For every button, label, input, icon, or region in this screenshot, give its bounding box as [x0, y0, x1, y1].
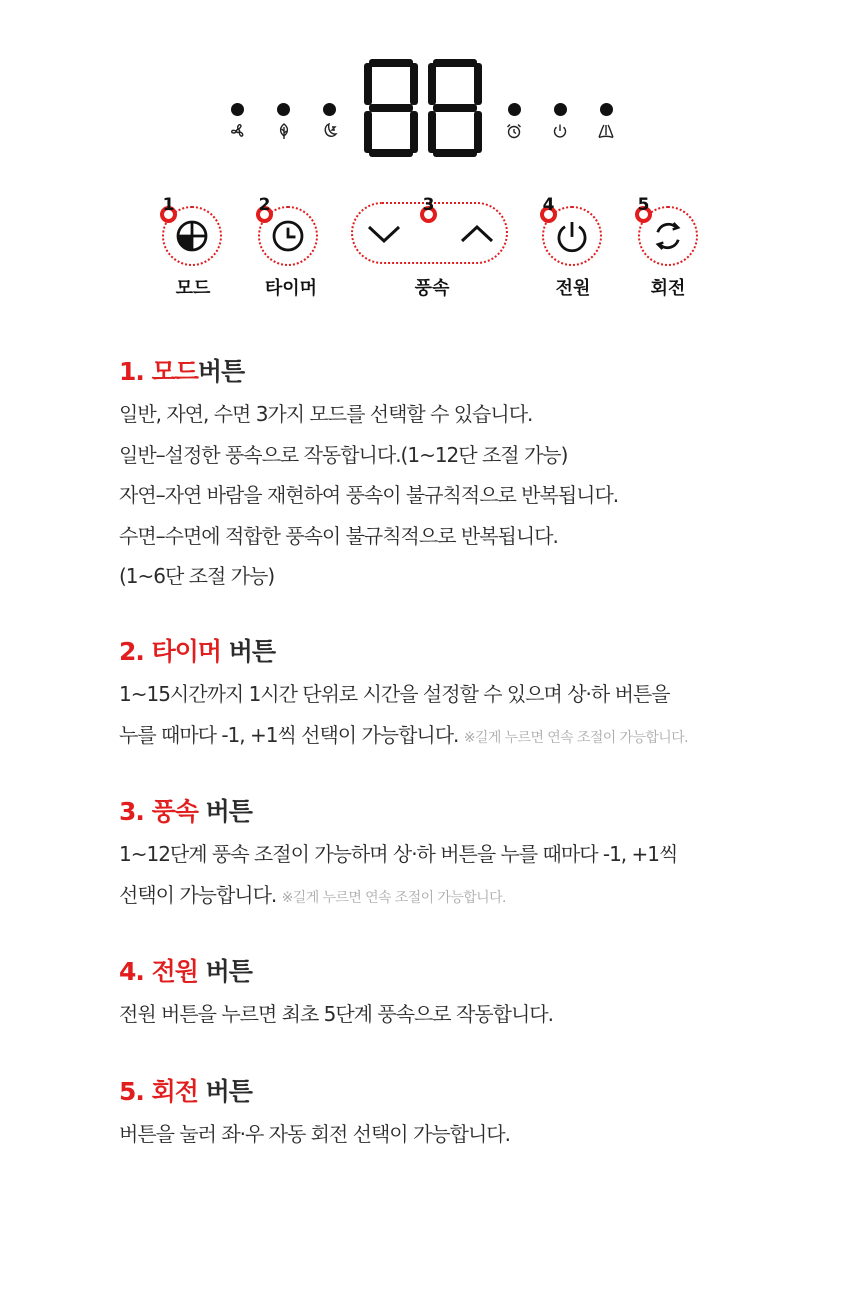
number-badge: 1	[157, 201, 183, 227]
segment	[428, 63, 436, 105]
number-badge: 4	[537, 201, 563, 227]
section-line: 누를 때마다 -1, +1씩 선택이 가능합니다. ※길게 누르면 연속 조절이 가능합니다.	[119, 722, 689, 747]
section-power	[119, 956, 839, 1035]
segment	[474, 63, 482, 105]
section-title: 5. 회전 버튼	[119, 1077, 252, 1106]
section-line: 전원 버튼을 누르면 최초 5단계 풍속으로 작동합니다.	[119, 1002, 553, 1026]
segment	[364, 63, 372, 105]
fan-icon	[228, 121, 248, 141]
section-line: 자연–자연 바람을 재현하여 풍속이 불규칙적으로 반복됩니다.	[119, 483, 619, 507]
section-mode	[119, 356, 839, 597]
number-badge: 3	[417, 201, 443, 227]
segment	[369, 104, 413, 112]
section-line: 일반–설정한 풍속으로 작동합니다.(1~12단 조절 가능)	[119, 442, 568, 467]
section-title: 3. 풍속 버튼	[119, 797, 252, 826]
section-rotate	[119, 1076, 839, 1155]
indicator-dot	[508, 103, 521, 116]
section-line: 선택이 가능합니다. ※길게 누르면 연속 조절이 가능합니다.	[119, 882, 506, 907]
segment	[433, 149, 477, 157]
indicator-dot	[554, 103, 567, 116]
segment-digits-display	[362, 58, 482, 160]
segment	[369, 149, 413, 157]
indicator-dot	[323, 103, 336, 116]
segment	[410, 63, 418, 105]
section-title: 1. 모드버튼	[119, 357, 245, 386]
alarm-clock-icon	[504, 121, 524, 141]
number-badge: 5	[632, 201, 658, 227]
number-badge: 2	[253, 201, 279, 227]
section-title: 2. 타이머 버튼	[119, 637, 276, 666]
segment	[433, 104, 477, 112]
control-label-rotate: 회전	[650, 278, 686, 299]
section-line: 1~12단계 풍속 조절이 가능하며 상·하 버튼을 누를 때마다 -1, +1씩	[119, 842, 678, 866]
section-line: 버튼을 눌러 좌·우 자동 회전 선택이 가능합니다.	[119, 1122, 510, 1146]
indicator-dot	[231, 103, 244, 116]
section-line: 일반, 자연, 수면 3가지 모드를 선택할 수 있습니다.	[119, 402, 533, 426]
section-timer	[119, 636, 839, 758]
section-note: ※길게 누르면 연속 조절이 가능합니다.	[463, 729, 689, 746]
segment	[474, 111, 482, 153]
indicator-dot	[600, 103, 613, 116]
control-label-timer: 타이머	[264, 278, 318, 299]
indicator-dot	[277, 103, 290, 116]
section-speed	[119, 796, 839, 918]
chevron-up-icon[interactable]	[460, 223, 494, 245]
leaf-icon	[274, 121, 294, 141]
section-line: 수면–수면에 적합한 풍속이 불규칙적으로 반복됩니다.	[119, 523, 558, 548]
section-line: (1~6단 조절 가능)	[119, 564, 275, 588]
chevron-down-icon[interactable]	[367, 223, 401, 245]
section-note: ※길게 누르면 연속 조절이 가능합니다.	[281, 889, 506, 906]
section-line: 1~15시간까지 1시간 단위로 시간을 설정할 수 있으며 상·하 버튼을	[119, 682, 670, 706]
power-icon	[550, 121, 570, 141]
control-label-speed: 풍속	[414, 278, 450, 299]
segment	[364, 111, 372, 153]
segment	[410, 111, 418, 153]
control-label-mode: 모드	[175, 278, 211, 299]
section-title: 4. 전원 버튼	[119, 957, 252, 986]
segment	[433, 59, 477, 67]
rotate-icon	[596, 121, 616, 141]
moon-icon	[320, 121, 340, 141]
control-label-power: 전원	[555, 278, 591, 299]
segment	[369, 59, 413, 67]
segment	[428, 111, 436, 153]
